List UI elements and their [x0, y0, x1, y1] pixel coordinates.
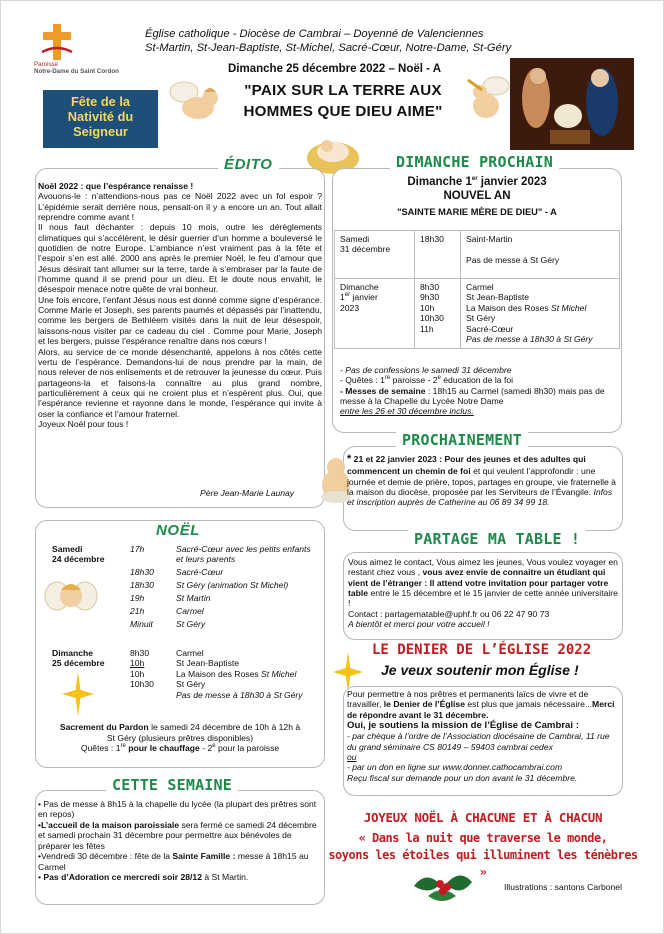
parish-logo — [34, 62, 154, 76]
edito-text — [38, 181, 322, 429]
edito-heading: Noël 2022 : que l’espérance renaisse ! — [38, 181, 194, 191]
time: 10h30 — [130, 679, 154, 690]
table-cell: Samedi 31 décembre — [335, 231, 415, 279]
time: 10h — [130, 658, 145, 669]
place: St Géry (animation St Michel) — [176, 580, 289, 591]
upcoming-normal: et qui veulent l’approfondir : une journée et demie de prière, topos, partages en groupe, vie fraternelle à la maison du diocèse, proposée par les Serviteurs de l’Évangile. — [347, 466, 616, 497]
upcoming-text — [347, 453, 619, 507]
christmas-title: NOËL — [150, 522, 206, 540]
denier-online[interactable]: - par un don en ligne sur www.donner.cathocambrai.com — [347, 762, 563, 773]
edito-paragraph: Avouons-le : n’attendions-nous pas ce Noël 2022 avec un fol espoir ? L’épidémie serait derrière nous, pensait-on il y a encore un an. Tout allait reprendre comme avant ! — [38, 191, 322, 223]
schedule-times — [130, 648, 170, 690]
day-part: 1 — [340, 292, 345, 303]
quetes-sup: re — [120, 743, 126, 750]
quetes-part: Quêtes : 1 — [80, 743, 121, 754]
place: Carmel — [176, 605, 204, 616]
denier-part: Pour permettre à nos prêtres et permanents laïcs de vivre et de travailler, — [347, 689, 589, 710]
schedule-places — [176, 648, 318, 700]
list-item: •Vendredi 30 décembre : fête de la Sainte Famille : messe à 18h15 au Carmel — [38, 851, 309, 872]
note-part: éducation de la foi — [440, 375, 514, 386]
this-week-list — [38, 799, 320, 883]
list-item: •L’accueil de la maison paroissiale sera fermé ce samedi 24 décembre et samedi prochain 31 décembre pour permettre aux bénévoles de préparer les fêtes — [38, 819, 317, 851]
star-icon — [62, 672, 94, 716]
cross-icon — [40, 22, 74, 62]
time: 19h — [130, 593, 145, 604]
cherub-icon — [43, 574, 99, 618]
edito-paragraph: Joyeux Noël pour tous ! — [38, 418, 129, 429]
bullet-star: * — [347, 453, 352, 465]
feast-line2: Nativité du — [67, 109, 134, 125]
item-text: messe à 18h15 au Carmel — [38, 851, 309, 872]
item-bold: L’accueil de la maison paroissiale — [41, 819, 180, 830]
edito-paragraph: Une fois encore, l’enfant Jésus nous est donné comme signe d’espérance. Comme Marie et Joseph, ses parents paumés et dépassés par l’inattendu, comme les bergers de Bethléem visités dans la nuit de leur désespoir, laissons-nous visiter par ce cadeau du ciel . Comme pour Marie, Joseph et les bergers, puisse l’espérance renaître dans nos cœurs ! — [38, 294, 322, 347]
time: 8h30 — [130, 648, 150, 658]
place — [466, 303, 614, 313]
place: Pas de messe à 18h30 à St Géry — [466, 334, 593, 345]
next-sunday-title: DIMANCHE PROCHAIN — [390, 153, 559, 171]
pardon-rest: le samedi 24 décembre de 10h à 12h à — [148, 722, 301, 732]
denier-bold: le Denier de l’Église — [383, 699, 465, 710]
place: St Géry — [176, 618, 206, 629]
feast-line1: Fête de la — [70, 94, 131, 109]
denier-support: Oui, je soutiens la mission de l’Église de Cambrai : — [347, 719, 579, 731]
edito-signature: Père Jean-Marie Launay — [200, 488, 295, 498]
this-week-title: CETTE SEMAINE — [106, 776, 238, 794]
day-part: 2023 — [340, 302, 360, 313]
edito-paragraph: Il nous faut déchanter : depuis 10 mois, outre les dérèglements climatiques qui s’accélèrent, le désir guerrier d’un homme a bouleversé le quotidien de notre Europe. L’ambiance n’est vraiment pas à la fête et l’espoir s’en est allé. 2000 ans après le premier Noël, le feu d’amour que Jésus désirait tant allumer sur la terre, tarde à s’embraser par la faute de l’homme quand il se prend pour un dieu. Et le doute nous envahit, le désespoir menace notre quête de vrai bonheur. — [38, 222, 322, 295]
holly-icon — [410, 866, 476, 904]
denier-or: ou — [347, 752, 357, 763]
table-row — [130, 619, 320, 629]
edito-paragraph: Alors, au service de ce monde désenchanté, appelons à nos côtés cette vertu de l’espérance. Demandons-lui de nous prendre par la main, de nous relever de nos enlisements et de retrouver la jeunesse du cœur. Puis partageons-la et faisons-la connaître au plus grand nombre, particulièrement à ceux qui ne croient plus et n’espèrent plus. Oui, que l’espérance revienne et rayonne dans le monde, l’espérance qui invite à oser la confiance et l’amour fraternel. — [38, 346, 322, 419]
table-row — [130, 580, 320, 590]
motto — [228, 80, 458, 123]
place: Carmel — [466, 282, 494, 292]
day-sup: er — [344, 292, 351, 299]
time: 17h — [130, 544, 145, 554]
denier-part: est plus que jamais nécessaire... — [464, 699, 593, 710]
upcoming-italic: Infos et inscription auprès de Catherine au 06 89 34 99 18. — [347, 486, 613, 508]
quetes-sup: e — [212, 743, 216, 750]
closing-greeting: JOYEUX NOËL À CHACUNE ET À CHACUN — [363, 810, 603, 825]
upcoming-title: PROCHAINEMENT — [396, 431, 528, 449]
motto-line2: HOMMES QUE DIEU AIME" — [243, 103, 443, 121]
denier-cheque: - par chèque à l’ordre de l’Association diocésaine de Cambrai, 11 rue du grand séminaire CS 80149 – 59403 cambrai cedex — [347, 731, 610, 752]
table-row — [335, 231, 620, 279]
table-row — [130, 544, 320, 565]
item-bold: Sainte Famille : — [172, 851, 236, 862]
pardon-bold: Sacrement du Pardon — [59, 722, 149, 732]
header-diocese — [145, 28, 545, 55]
illustrations-credit: Illustrations : santons Carbonel — [504, 882, 622, 892]
place: Sacré-Cœur — [466, 323, 514, 334]
upcoming-bold: 21 et 22 janvier 2023 : Pour des jeunes et des adultes qui commencent un chemin de foi — [347, 454, 586, 477]
feast-line3: Seigneur — [73, 124, 128, 140]
note — [340, 375, 620, 385]
note-part: : 18h15 au Carmel (samedi 8h30) mais pas de messe à la Chapelle du Lycée Notre Dame — [340, 385, 605, 406]
place: Sacré-Cœur avec les petits enfants et leurs parents — [176, 544, 311, 565]
table-row — [130, 593, 320, 603]
note-sup: e — [437, 375, 441, 382]
schedule-day: Dimanche 25 décembre — [52, 648, 105, 669]
table-row — [130, 567, 320, 577]
place: St Géry — [466, 313, 496, 324]
item-text: Pas de messe à 8h15 à la chapelle du lycée (la plupart des prêtres sont en repos) — [38, 799, 317, 820]
time: 18h30 — [130, 567, 154, 578]
share-table-title: PARTAGE MA TABLE ! — [408, 530, 586, 548]
next-sunday-notes — [340, 365, 620, 417]
place-part: La Maison des Roses — [466, 302, 552, 313]
date-part: janvier 2023 — [477, 176, 547, 188]
table-cell: Saint-Martin Pas de messe à St Géry — [461, 231, 620, 279]
quote-line: soyons les étoiles qui illuminent les ténèbres » — [328, 847, 638, 879]
item-text: Vendredi 30 décembre : fête de la — [41, 851, 173, 862]
note: - Pas de confessions le samedi 31 décembre — [340, 365, 512, 375]
day-part: janvier — [350, 292, 378, 303]
table-cell — [461, 279, 620, 349]
share-text: entre le 15 décembre et le 15 janvier de cette année universitaire ! — [348, 587, 618, 609]
note-part: - Quêtes : 1 — [340, 375, 385, 386]
place — [176, 669, 318, 679]
table-row — [335, 279, 620, 349]
place: St Géry — [176, 679, 206, 690]
quetes-line — [40, 743, 320, 754]
pardon-line — [40, 722, 320, 733]
place: St Jean-Baptiste — [176, 658, 240, 669]
time: Minuit — [130, 618, 153, 629]
date-sup: er — [471, 176, 478, 183]
edito-title: ÉDITO — [218, 156, 279, 174]
day-part: Dimanche — [340, 282, 379, 292]
item-text: à St Martin. — [201, 872, 249, 883]
quetes-part: pour la paroisse — [215, 743, 280, 754]
denier-bold: Merci de répondre avant le 31 décembre. — [347, 699, 615, 720]
table-cell: 8h30 9h30 10h 10h30 11h — [415, 279, 461, 349]
quetes-part: - 2 — [199, 743, 213, 754]
note-sup: re — [384, 375, 391, 382]
list-item: • Pas de messe à 8h15 à la chapelle du lycée (la plupart des prêtres sont en repos) — [38, 799, 317, 820]
quetes-part: pour le chauffage — [125, 743, 200, 754]
share-text: Vous aimez le contact, Vous aimez les jeunes, Vous voulez voyager en restant chez vous , — [348, 557, 618, 578]
feast-banner — [43, 90, 158, 148]
next-sunday-schedule — [334, 230, 620, 349]
table-row — [130, 606, 320, 616]
denier-title: LE DENIER DE L’ÉGLISE 2022 — [372, 642, 592, 658]
place: Sacré-Cœur — [176, 567, 224, 578]
item-text: sera fermé ce samedi 24 décembre et samedi prochain 31 décembre pour permettre aux bénévoles de préparer les fêtes — [38, 819, 317, 851]
note-part: entre les 26 et 30 décembre inclus. — [340, 406, 474, 417]
place: Carmel — [176, 648, 204, 658]
item-bold: Pas d’Adoration ce mercredi soir 28/12 — [43, 872, 202, 883]
place: St Martin — [176, 593, 211, 604]
churches-line: St-Martin, St-Jean-Baptiste, St-Michel, Sacré-Cœur, Notre-Dame, St-Géry — [145, 41, 512, 54]
note — [340, 386, 620, 417]
next-sunday-theme: "SAINTE MARIE MÈRE DE DIEU" - A — [397, 207, 557, 217]
time: 21h — [130, 605, 145, 616]
closing-quote — [323, 830, 643, 880]
quote-line: « Dans la nuit que traverse le monde, — [358, 831, 608, 845]
angel-icon — [164, 78, 226, 128]
table-cell: 18h30 — [415, 231, 461, 279]
note-part: - Messes de semaine — [340, 385, 426, 396]
diocese-line: Église catholique - Diocèse de Cambrai – Doyenné de Valenciennes — [145, 28, 484, 40]
time: 10h — [130, 668, 145, 679]
nativity-photo — [510, 58, 634, 150]
place: Pas de messe à 18h30 à St Géry — [176, 689, 303, 700]
issue-date: Dimanche 25 décembre 2022 – Noël - A — [228, 63, 442, 75]
next-sunday-feast: NOUVEL AN — [443, 190, 511, 202]
place-part: St Michel — [551, 302, 587, 313]
table-cell — [335, 279, 415, 349]
denier-subtitle: Je veux soutenir mon Église ! — [381, 662, 579, 678]
list-item: • Pas d’Adoration ce mercredi soir 28/12 à St Martin. — [38, 872, 249, 883]
time: 18h30 — [130, 580, 154, 591]
share-bold: vous avez envie de connaitre un étudiant qui vient de l’étranger : Il attend votre invitation pour partager votre table — [348, 567, 609, 598]
schedule-day: Samedi 24 décembre — [52, 544, 105, 565]
place: St Jean-Baptiste — [466, 292, 530, 303]
share-contact[interactable]: Contact : partagematable@uphf.fr ou 06 22 47 90 73 — [348, 608, 550, 619]
logo-line2: Notre-Dame du Saint Cordon — [34, 67, 119, 75]
note-part: paroisse - 2 — [390, 375, 438, 386]
share-thanks: A bientôt et merci pour votre accueil ! — [348, 618, 490, 629]
place-part: St Michel — [261, 668, 297, 679]
share-table-text — [348, 557, 620, 629]
logo-line1: Paroisse — [34, 61, 59, 68]
next-sunday-date — [332, 175, 622, 189]
denier-receipt: Reçu fiscal sur demande pour un don avant le 31 décembre. — [347, 772, 578, 783]
date-part: Dimanche 1 — [407, 176, 472, 188]
schedule-rows — [130, 544, 320, 632]
angel-trumpet-icon — [466, 70, 512, 124]
pardon-line: St Géry (plusieurs prêtres disponibles) — [106, 732, 254, 743]
motto-line1: "PAIX SUR LA TERRE AUX — [244, 82, 442, 99]
denier-text — [347, 689, 619, 783]
place-part: La Maison des Roses — [176, 668, 262, 679]
pardon-info — [40, 722, 320, 754]
